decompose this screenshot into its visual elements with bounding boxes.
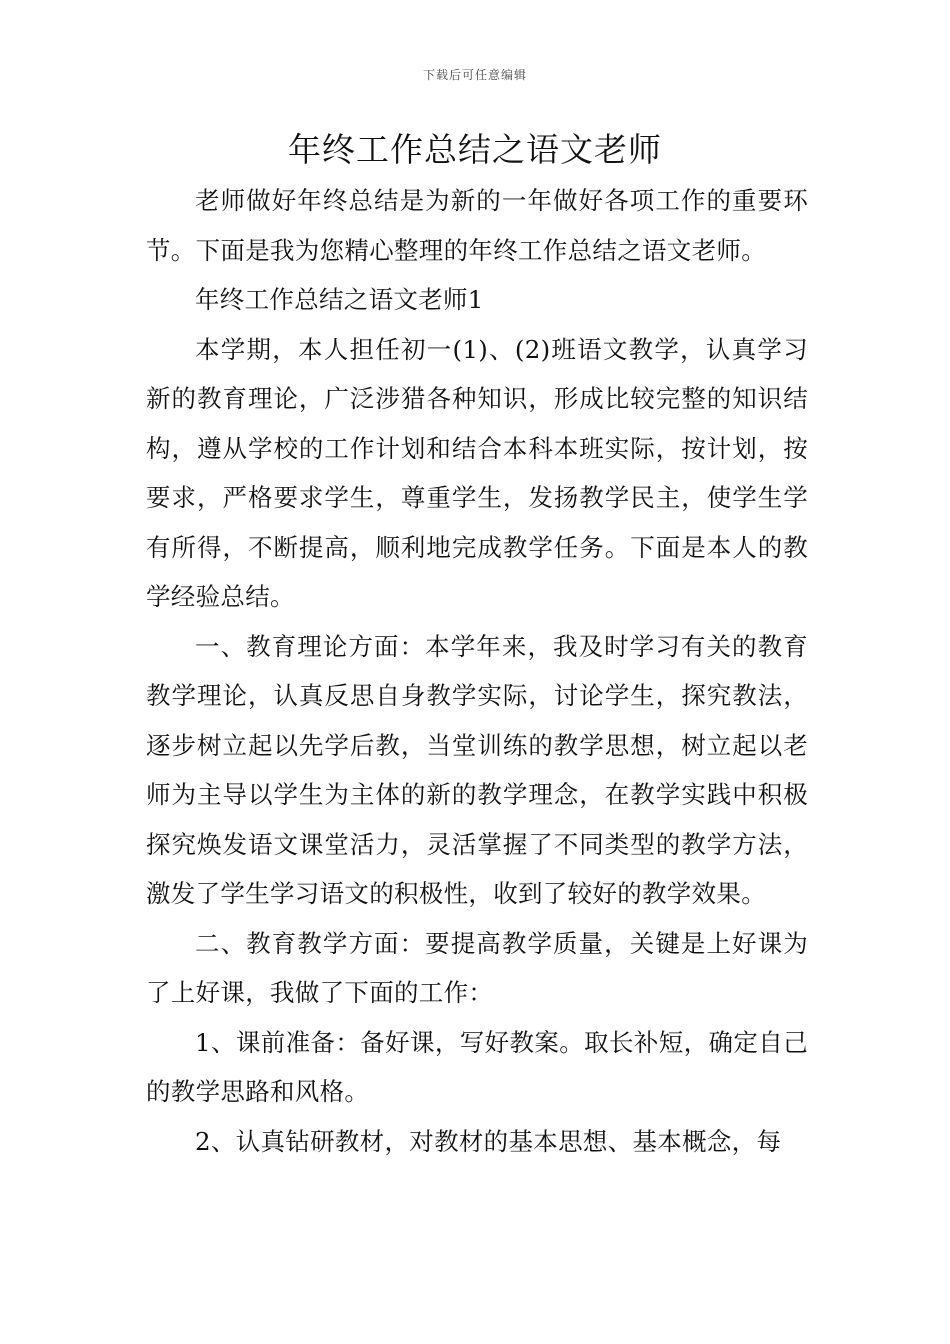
paragraph-theory: 一、教育理论方面：本学年来，我及时学习有关的教育教学理论，认真反思自身教学实际，讨论学生，探究教法，逐步树立起以先学后教，当堂训练的教学思想，树立起以老师为主导以学生为主体的新的教学理念，在教学实践中积极探究焕发语文课堂活力，灵活掌握了不同类型的教学方法，激发了学生学习语文的积极性，收到了较好的教学效果。 xyxy=(146,631,808,908)
header-note: 下载后可任意编辑 xyxy=(422,68,527,82)
document-body xyxy=(146,176,808,1166)
paragraph-overview: 本学期，本人担任初一(1)、(2)班语文教学，认真学习新的教育理论，广泛涉猎各种知识，形成比较完整的知识结构，遵从学校的工作计划和结合本科本班实际，按计划，按要求，严格要求学生，尊重学生，发扬教学民主，使学生学有所得，不断提高，顺利地完成教学任务。下面是本人的教学经验总结。 xyxy=(146,334,808,611)
paragraph-textbook: 2、认真钻研教材，对教材的基本思想、基本概念，每 xyxy=(195,1126,782,1156)
paragraph-preparation: 1、课前准备：备好课，写好教案。取长补短，确定自己的教学思路和风格。 xyxy=(146,1027,808,1106)
paragraph-intro: 老师做好年终总结是为新的一年做好各项工作的重要环节。下面是我为您精心整理的年终工作总结之语文老师。 xyxy=(146,186,808,265)
document-title: 年终工作总结之语文老师 xyxy=(288,130,662,169)
paragraph-section-heading: 年终工作总结之语文老师1 xyxy=(195,285,484,314)
paragraph-teaching: 二、教育教学方面：要提高教学质量，关键是上好课为了上好课，我做了下面的工作： xyxy=(146,928,808,1007)
